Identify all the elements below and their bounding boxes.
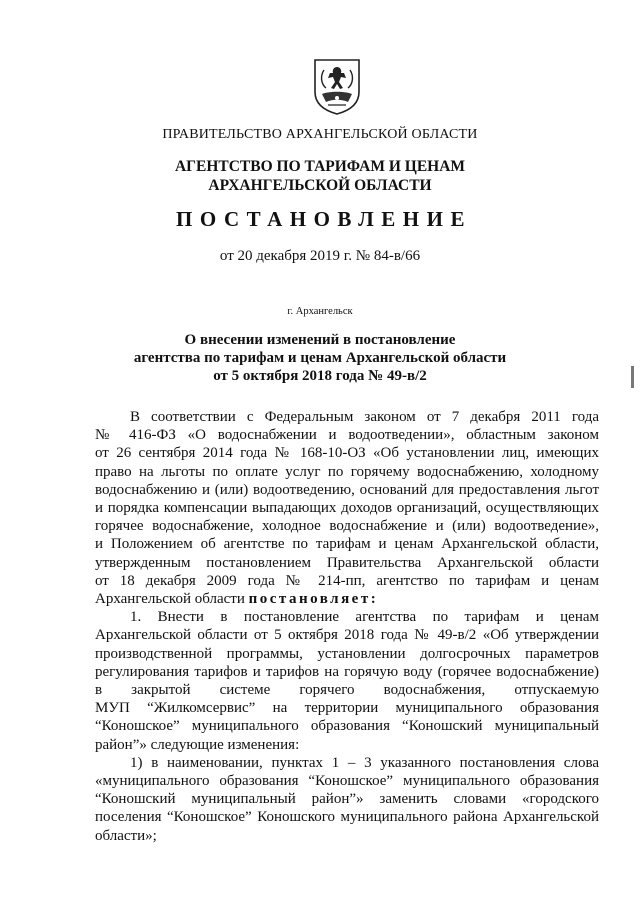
text-line: поселения “Коношское” Коношского муниципального района Архангельской bbox=[95, 809, 599, 826]
document-body bbox=[95, 408, 599, 845]
document-date-number: от 20 декабря 2019 г. № 84-в/66 bbox=[219, 248, 421, 264]
text-line: Архангельской области от 5 октября 2018 года № 49-в/2 «Об утверждении bbox=[95, 627, 599, 644]
text-line: и Положением об агентстве по тарифам и ценам Архангельской области, bbox=[95, 536, 599, 553]
text-line: водоснабжению и (или) водоотведению, оснований для предоставления льгот bbox=[95, 481, 599, 498]
text-line: горячее водоснабжение, холодное водоснабжение и (или) водоотведение», bbox=[95, 518, 599, 535]
text-line: регулирования тарифов и тарифов на горячую воду (горячее водоснабжение) bbox=[95, 663, 599, 680]
text-line: от 26 сентября 2014 года № 168-10-ОЗ «Об установлении лиц, имеющих bbox=[95, 445, 599, 462]
agency-name bbox=[0, 157, 640, 195]
document-city: г. Архангельск bbox=[287, 306, 353, 317]
subject-line: агентства по тарифам и ценам Архангельской области bbox=[133, 350, 507, 366]
agency-name-line: АРХАНГЕЛЬСКОЙ ОБЛАСТИ bbox=[208, 177, 432, 194]
government-name: ПРАВИТЕЛЬСТВО АРХАНГЕЛЬСКОЙ ОБЛАСТИ bbox=[162, 127, 478, 142]
paragraph-item-1 bbox=[95, 608, 599, 754]
text-line: право на льготы по оплате услуг по горячему водоснабжению, холодному bbox=[95, 463, 599, 480]
text-line: и порядка компенсации выпадающих доходов организаций, осуществляющих bbox=[95, 500, 599, 517]
document-type: ПОСТАНОВЛЕНИЕ bbox=[176, 207, 472, 231]
paragraph-subitem-1 bbox=[95, 754, 599, 845]
text-fragment: Архангельской области bbox=[95, 591, 245, 608]
text-line: В соответствии с Федеральным законом от 7 декабря 2011 года bbox=[130, 409, 599, 425]
agency-name-line: АГЕНТСТВО ПО ТАРИФАМ И ЦЕНАМ bbox=[174, 158, 466, 175]
paragraph-preamble bbox=[95, 408, 599, 608]
text-line: области»; bbox=[95, 827, 157, 844]
text-line: 1) в наименовании, пунктах 1 – 3 указанного постановления слова bbox=[130, 754, 599, 771]
text-line: № 416-ФЗ «О водоснабжении и водоотведении», областным законом bbox=[95, 427, 599, 444]
text-line bbox=[95, 590, 599, 608]
text-line: МУП “Жилкомсервис” на территории муниципального образования bbox=[95, 700, 599, 717]
margin-mark bbox=[631, 366, 634, 388]
text-line: “Коношский муниципальный район”» заменить словами «городского bbox=[95, 791, 599, 808]
text-line: 1. Внести в постановление агентства по тарифам и ценам bbox=[130, 609, 599, 626]
text-line: район”» следующие изменения: bbox=[95, 736, 300, 753]
document-subject bbox=[0, 331, 640, 385]
coat-of-arms-icon bbox=[312, 58, 362, 116]
text-line: производственной программы, установлении долгосрочных параметров bbox=[95, 645, 599, 662]
text-line: в закрытой системе горячего водоснабжения, отпускаемую bbox=[95, 682, 599, 699]
text-line: утвержденным постановлением Правительства Архангельской области bbox=[95, 554, 599, 571]
subject-line: от 5 октября 2018 года № 49-в/2 bbox=[213, 368, 427, 384]
resolution-word: постановляет: bbox=[248, 591, 379, 608]
subject-line: О внесении изменений в постановление bbox=[184, 332, 456, 348]
text-line: от 18 декабря 2009 года № 214-пп, агентство по тарифам и ценам bbox=[95, 572, 599, 589]
text-line: “Коношское” муниципального образования “Коношский муниципальный bbox=[95, 718, 599, 735]
text-line: «муниципального образования “Коношское” муниципального образования bbox=[95, 773, 599, 790]
